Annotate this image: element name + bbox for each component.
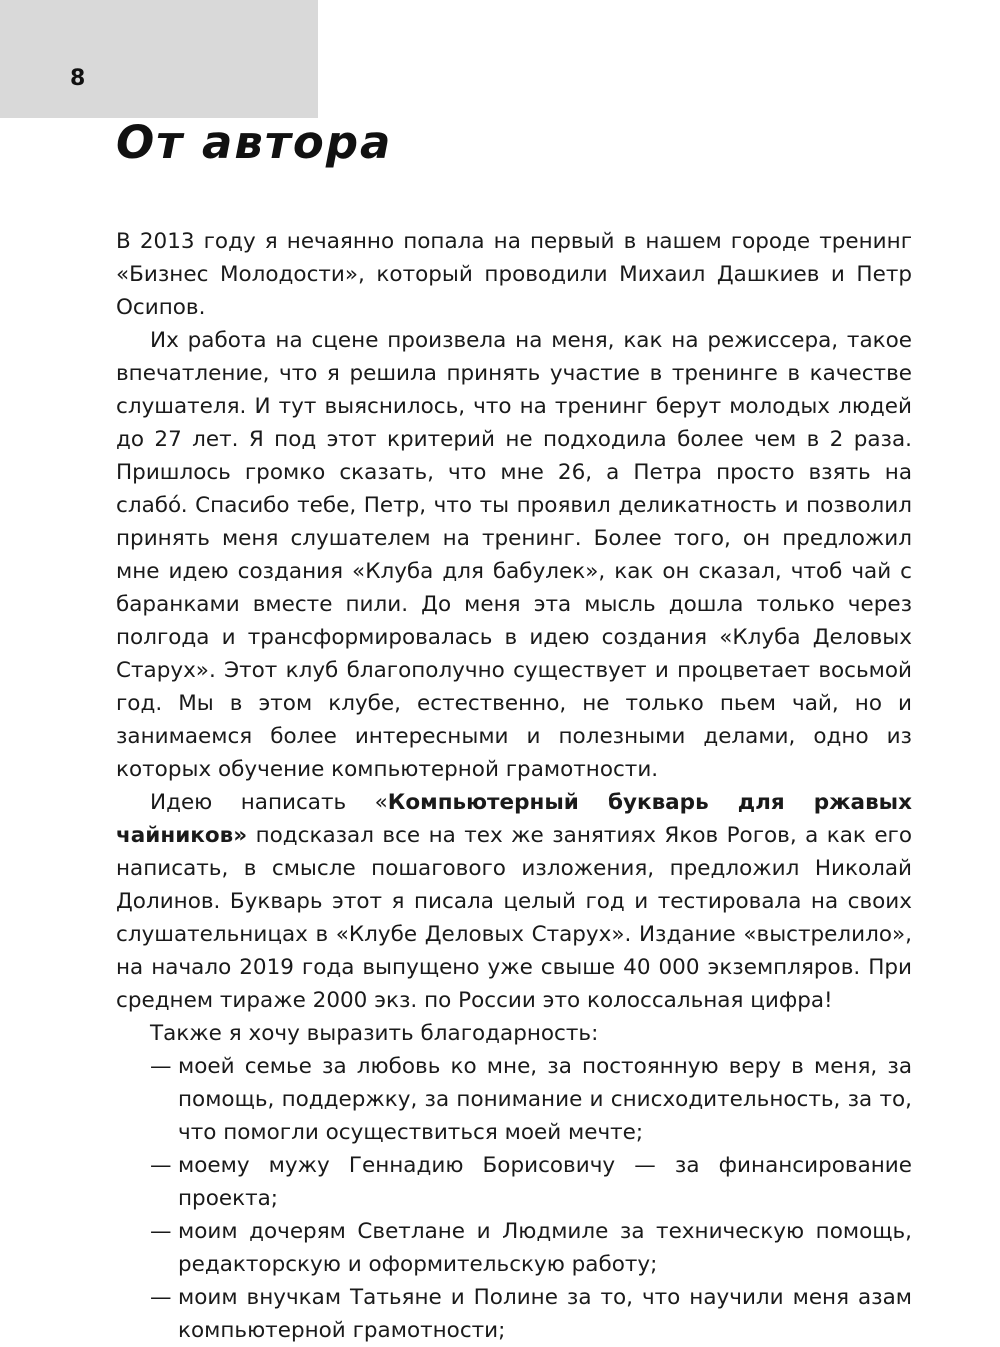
list-item-text: моим дочерям Светлане и Людмиле за техническую помощь, редакторскую и оформительскую работу;	[178, 1219, 912, 1277]
paragraph: В 2013 году я нечаянно попала на первый в нашем городе тренинг «Бизнес Молодости», который проводили Михаил Дашкиев и Петр Осипов.	[116, 229, 912, 320]
gratitude-list	[116, 1050, 912, 1347]
paragraph	[116, 786, 912, 1017]
paragraph: Их работа на сцене произвела на меня, как на режиссера, такое впечатление, что я решила принять участие в тренинге в качестве слушателя. И тут выяснилось, что на тренинг берут молодых людей до 27 лет. Я под этот критерий не подходила более чем в 2 раза. Пришлось громко сказать, что мне 26, а Петра просто взять на слабó. Спасибо тебе, Петр, что ты проявил деликатность и позволил принять меня слушателем на тренинг. Более того, он предложил мне идею создания «Клуба для бабулек», как он сказал, чтоб чай с баранками вместе пили. До меня эта мысль дошла только через полгода и трансформировалась в идею создания «Клуба Деловых Старух». Этот клуб благополучно существует и процветает восьмой год. Мы в этом клубе, естественно, не только пьем чай, но и занимаемся более интересными и полезными делами, одно из которых обучение компьютерной грамотности.	[116, 328, 912, 782]
body-text	[116, 225, 912, 1347]
list-item	[116, 1281, 912, 1347]
page-number: 8	[70, 66, 86, 91]
paragraph: Также я хочу выразить благодарность:	[150, 1021, 599, 1046]
list-item-text: моим внучкам Татьяне и Полине за то, что научили меня азам компьютерной грамотности;	[178, 1285, 912, 1343]
dash-bullet: —	[150, 1153, 172, 1178]
dash-bullet: —	[150, 1219, 172, 1244]
page-number-tab	[0, 0, 318, 118]
dash-bullet: —	[150, 1054, 172, 1079]
list-item	[116, 1215, 912, 1281]
book-title-bold: Компьютерный букварь для ржавых чайников»	[116, 790, 912, 848]
chapter-heading: От автора	[116, 116, 393, 169]
list-item	[116, 1149, 912, 1215]
paragraph-text: Идею написать «	[150, 790, 388, 815]
list-item-text: моей семье за любовь ко мне, за постоянную веру в меня, за помощь, поддержку, за понимание и снисходительность, за то, что помогли осуществиться моей мечте;	[178, 1054, 912, 1145]
list-item	[116, 1050, 912, 1149]
paragraph-text: подсказал все на тех же занятиях Яков Рогов, а как его написать, в смысле пошагового изложения, предложил Николай Долинов. Букварь этот я писала целый год и тестировала на своих слушательницах в «Клубе Деловых Старух». Издание «выстрелило», на начало 2019 года выпущено уже свыше 40 000 экземпляров. При среднем тираже 2000 экз. по России это колоссальная цифра!	[116, 823, 912, 1013]
list-item-text: моему мужу Геннадию Борисовичу — за финансирование проекта;	[178, 1153, 912, 1211]
dash-bullet: —	[150, 1285, 172, 1310]
